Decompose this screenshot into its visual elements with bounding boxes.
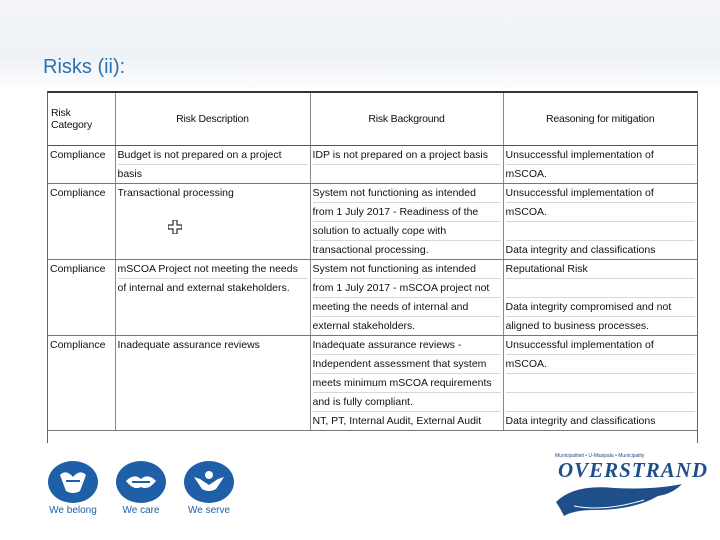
description-cell: mSCOA Project not meeting the needs of internal and external stakeholders. <box>115 260 310 336</box>
overstrand-logo <box>550 450 709 520</box>
reasoning-cell: Unsuccessful implementation of mSCOA. Data integrity and classifications <box>503 184 697 260</box>
hands-icon <box>48 461 98 503</box>
whale-icon <box>554 480 686 518</box>
risk-table <box>48 93 697 431</box>
we-serve-label: We serve <box>187 505 231 516</box>
header-risk-background: Risk Background <box>310 93 503 146</box>
table-row <box>48 336 697 431</box>
we-serve-badge <box>182 461 236 516</box>
background-cell: IDP is not prepared on a project basis <box>310 146 503 184</box>
handshake-icon <box>116 461 166 503</box>
category-cell: Compliance <box>48 336 115 431</box>
table-row <box>48 184 697 260</box>
category-cell: Compliance <box>48 184 115 260</box>
table-row <box>48 260 697 336</box>
risk-table-container <box>47 91 698 443</box>
background-cell: System not functioning as intended from 1 July 2017 - Readiness of the solution to actually cope with transactional processing. <box>310 184 503 260</box>
description-cell: Inadequate assurance reviews <box>115 336 310 431</box>
open-hands-icon <box>184 461 234 503</box>
we-belong-badge <box>46 461 100 516</box>
header-risk-description: Risk Description <box>115 93 310 146</box>
reasoning-cell: Unsuccessful implementation of mSCOA. <box>503 146 697 184</box>
description-cell: Transactional processing <box>115 184 310 260</box>
logo-tagline: Municipaliteit • U-Masipala • Municipality <box>555 453 645 459</box>
header-risk-category: Risk Category <box>48 93 115 146</box>
table-header-row <box>48 93 697 146</box>
move-cursor-icon <box>168 220 182 234</box>
reasoning-cell: Unsuccessful implementation of mSCOA. Data integrity and classifications <box>503 336 697 431</box>
we-care-label: We care <box>122 505 160 516</box>
description-cell: Budget is not prepared on a project basis <box>115 146 310 184</box>
category-cell: Compliance <box>48 146 115 184</box>
reasoning-cell: Reputational Risk Data integrity compromised and not aligned to business processes. <box>503 260 697 336</box>
page-title: Risks (ii): <box>43 56 126 78</box>
category-cell: Compliance <box>48 260 115 336</box>
background-cell: Inadequate assurance reviews - Independent assessment that system meets minimum mSCOA requirements and is fully compliant. NT, PT, Internal Audit, External Audit <box>310 336 503 431</box>
we-belong-label: We belong <box>49 505 97 516</box>
logo-name: OVERSTRAND <box>558 458 709 482</box>
background-cell: System not functioning as intended from 1 July 2017 - mSCOA project not meeting the needs of internal and external stakeholders. <box>310 260 503 336</box>
we-care-badge <box>114 461 168 516</box>
values-icons <box>46 461 236 521</box>
table-row <box>48 146 697 184</box>
header-reasoning: Reasoning for mitigation <box>503 93 697 146</box>
